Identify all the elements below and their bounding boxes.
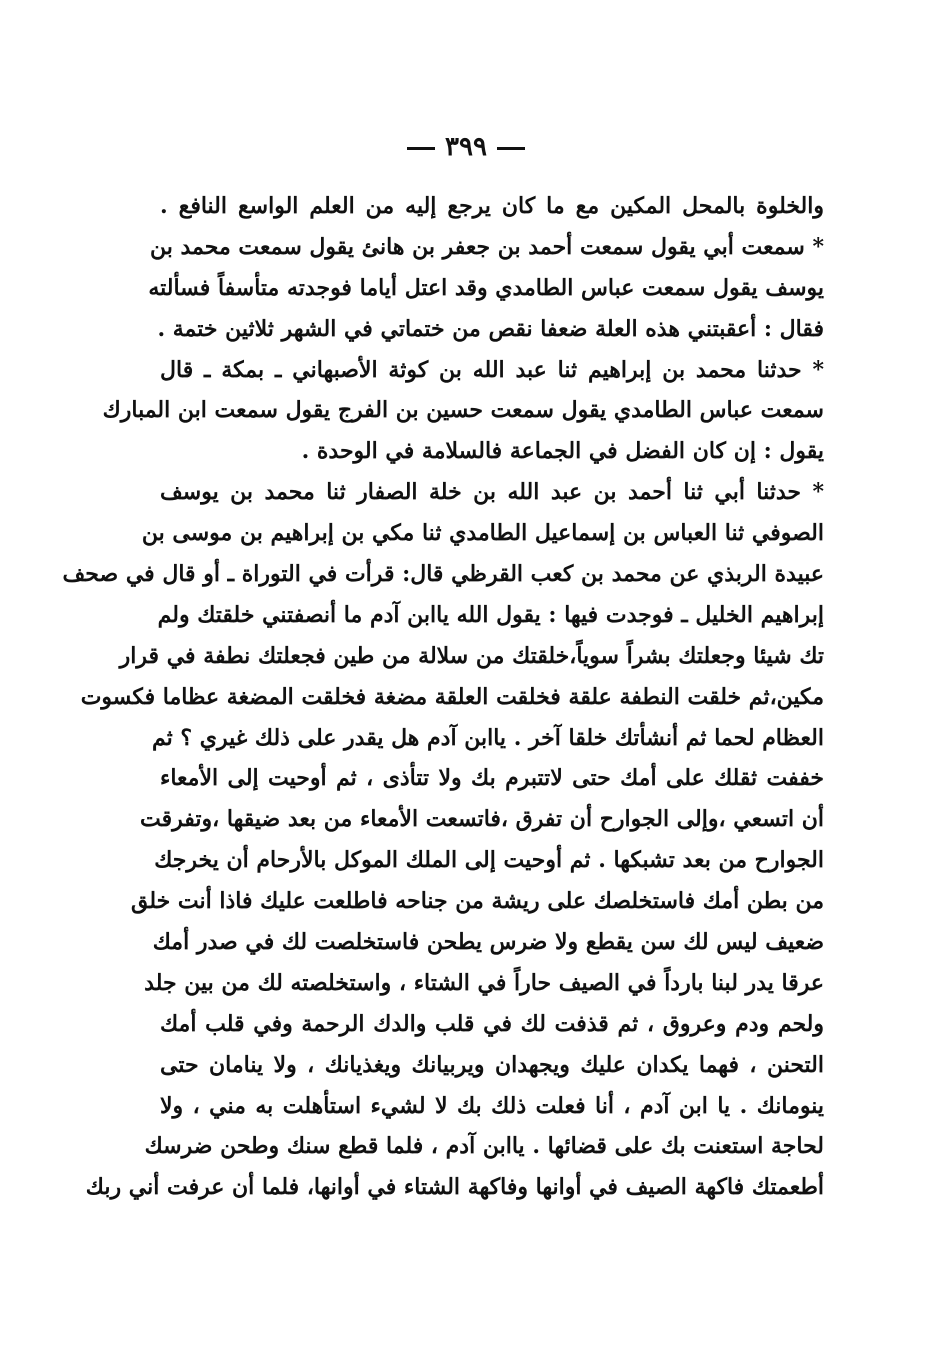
text-line: والخلوة بالمحل المكين مع ما كان يرجع إليه من العلم الواسع النافع . [160,193,824,219]
text-line: لحاجة استعنت بك على قضائها . ياابن آدم ، فلما قطع سنك وطحن ضرسك [144,1133,824,1160]
text-line: سمعت عباس الطامدي يقول سمعت حسين بن الفرج يقول سمعت ابن المبارك [102,397,824,424]
left-dash-icon [407,147,435,150]
page-number: ٣٩٩ [445,132,487,162]
text-line: ينومانك . يا ابن آدم ، أنا فعلت ذلك بك لا لشيء استأهلت به مني ، ولا [160,1092,824,1119]
text-line: يوسف يقول سمعت عباس الطامدي وقد اعتل أياما فوجدته متأسفاً فسألته [148,274,824,301]
text-line: التحنن ، فهما يكدان عليك ويجهدان ويربيانك ويغذيانك ، ولا ينامان حتى [160,1051,824,1078]
text-line: تك شيئا وجعلتك بشراً سوياً،خلقتك من سلالة من طين فجعلتك نطفة في قرار [119,642,824,669]
arabic-text-body [62,186,824,1208]
text-line: ضعيف ليس لك سن يقطع ولا ضرس يطحن فاستخلصت لك في صدر أمك [152,929,824,956]
text-line: * حدثنا محمد بن إبراهيم ثنا عبد الله بن كوثة الأصبهاني ـ بمكة ـ قال [160,356,824,383]
page-number-header [0,132,932,162]
right-dash-icon [497,147,525,150]
text-line: * سمعت أبي يقول سمعت أحمد بن جعفر بن هانئ يقول سمعت محمد بن [149,233,824,260]
text-line: من بطن أمك فاستخلصك على ريشة من جناحه فاطلعت عليك فاذا أنت خلق [131,888,824,915]
text-line: الجوارح من بعد تشبكها . ثم أوحيت إلى الملك الموكل بالأرحام أن يخرجك [154,847,824,874]
text-line: أطعمتك فاكهة الصيف في أوانها وفاكهة الشتاء في أوانها، فلما أن عرفت أني ربك [85,1174,824,1201]
text-line: ولحم ودم وعروق ، ثم قذفت لك في قلب والدك الرحمة وفي قلب أمك [160,1010,824,1037]
text-line: مكين،ثم خلقت النطفة علقة فخلقت العلقة مضغة فخلقت المضغة عظاما فكسوت [80,683,824,710]
text-line: عبيدة الربذي عن محمد بن كعب القرظي قال: قرأت في التوراة ـ أو قال في صحف [62,561,824,588]
text-line: فقال : أعقبتني هذه العلة ضعفا نقص من ختماتي في الشهر ثلاثين ختمة . [157,315,824,342]
text-line: * حدثنا أبي ثنا أحمد بن عبد الله بن خلة الصفار ثنا محمد بن يوسف [160,479,824,506]
text-line: إبراهيم الخليل ـ فوجدت فيها : يقول الله ياابن آدم ما أنصفتني خلقتك ولم [157,601,824,628]
text-line: يقول : إن كان الفضل في الجماعة فالسلامة في الوحدة . [301,438,824,465]
text-line: أن اتسعي ،وإلى الجوارح أن تفرق ،فاتسعت الأمعاء من بعد ضيقها ،وتفرقت [140,806,824,833]
text-line: الصوفي ثنا العباس بن إسماعيل الطامدي ثنا مكي بن إبراهيم بن موسى بن [141,520,824,547]
text-line: العظام لحما ثم أنشأتك خلقا آخر . ياابن آدم هل يقدر على ذلك غيري ؟ ثم [152,724,824,751]
text-line: عرقا يدر لبنا بارداً في الصيف حاراً في الشتاء ، واستخلصته لك من بين جلد [144,969,824,996]
text-line: خففت ثقلك على أمك حتى لاتتبرم بك ولا تتأذى ، ثم أوحيت إلى الأمعاء [160,765,824,792]
